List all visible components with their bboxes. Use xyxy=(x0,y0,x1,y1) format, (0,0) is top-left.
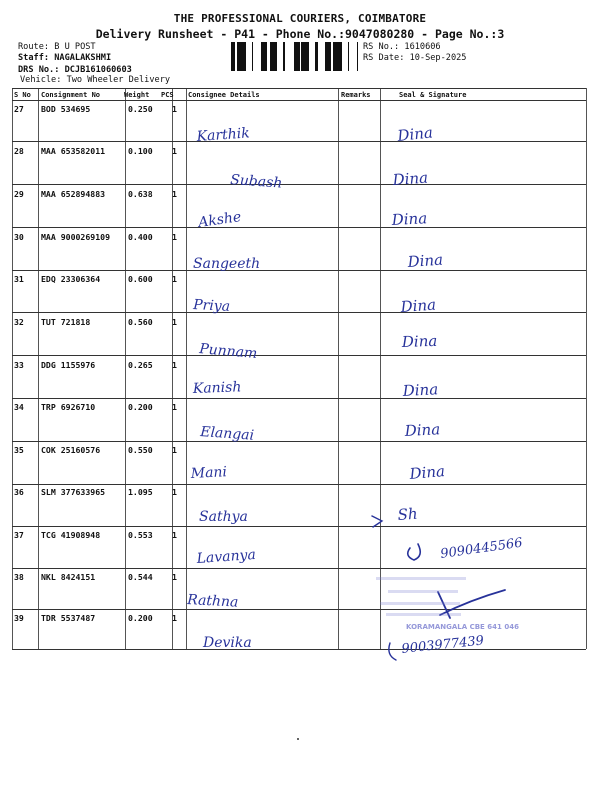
consignee-signature: Priya xyxy=(192,297,231,315)
table-row-line xyxy=(12,526,586,527)
row-pcs: 1 xyxy=(172,572,177,582)
row-pcs: 1 xyxy=(172,530,177,540)
row-pcs: 1 xyxy=(172,487,177,497)
row-consignment: TCG 41908948 xyxy=(41,530,101,540)
seal-signature: Dina xyxy=(400,295,437,316)
barcode-bar xyxy=(243,42,246,71)
table-column-line xyxy=(380,88,381,649)
seal-signature: Dina xyxy=(391,209,428,229)
document-title: THE PROFESSIONAL COURIERS, COIMBATORE xyxy=(173,12,427,25)
consignee-signature: Akshe xyxy=(197,209,243,231)
row-sno: 32 xyxy=(14,317,24,327)
barcode-bar xyxy=(276,42,277,71)
row-pcs: 1 xyxy=(172,360,177,370)
table-row-line xyxy=(12,484,586,485)
row-weight: 0.600 xyxy=(128,274,153,284)
runsheet-table xyxy=(12,88,586,649)
stray-dot xyxy=(297,738,299,740)
stamp-text: KORAMANGALA CBE 641 046 xyxy=(406,623,519,631)
route-label: Route: B U POST xyxy=(18,42,96,52)
barcode-bar xyxy=(283,42,285,71)
row-consignment: TRP 6926710 xyxy=(41,402,96,412)
row-pcs: 1 xyxy=(172,104,177,114)
row-consignment: TUT 721818 xyxy=(41,317,91,327)
row-consignment: NKL 8424151 xyxy=(41,572,96,582)
consignee-signature: Devika xyxy=(203,635,252,651)
row-pcs: 1 xyxy=(172,189,177,199)
consignee-signature: Kanish xyxy=(192,379,242,397)
barcode-bar xyxy=(333,42,336,71)
seal-signature: Dina xyxy=(402,380,439,400)
barcode-bar xyxy=(264,42,265,71)
row-sno: 28 xyxy=(14,146,24,156)
table-row-line xyxy=(12,184,586,185)
consignee-signature: Karthik xyxy=(196,125,251,145)
row-weight: 0.200 xyxy=(128,402,153,412)
barcode-bar xyxy=(348,42,349,71)
seal-signature: 9003977439 xyxy=(400,633,485,657)
vehicle-label: Vehicle: Two Wheeler Delivery xyxy=(20,75,171,85)
header-signature: Seal & Signature xyxy=(399,91,467,99)
row-weight: 0.544 xyxy=(128,572,153,582)
table-column-line xyxy=(186,88,187,649)
barcode-bar xyxy=(303,42,306,71)
consignee-signature: Rathna xyxy=(186,592,239,611)
row-sno: 37 xyxy=(14,530,24,540)
row-weight: 1.095 xyxy=(128,487,153,497)
seal-signature: Dina xyxy=(401,331,438,351)
table-row-line xyxy=(12,649,586,650)
row-pcs: 1 xyxy=(172,445,177,455)
barcode-bar xyxy=(325,42,327,71)
consignee-signature: Punnam xyxy=(198,341,258,363)
row-consignment: EDQ 23306364 xyxy=(41,274,101,284)
seal-signature: Dina xyxy=(404,420,441,440)
barcode-bar xyxy=(295,42,297,71)
table-row-line xyxy=(12,568,586,569)
runsheet-subtitle: Delivery Runsheet - P41 - Phone No.:9047080280 - Page No.:3 xyxy=(95,27,505,41)
row-sno: 33 xyxy=(14,360,24,370)
barcode-bar xyxy=(301,42,303,71)
consignee-signature: Sathya xyxy=(199,509,248,525)
row-pcs: 1 xyxy=(172,402,177,412)
rs-number: RS No.: 1610606 xyxy=(363,42,441,52)
seal-signature: 9090445566 xyxy=(439,535,524,562)
row-sno: 31 xyxy=(14,274,24,284)
consignee-signature: Elangai xyxy=(199,424,255,444)
barcode-bar xyxy=(240,42,241,71)
table-row-line xyxy=(12,88,586,89)
table-row-line xyxy=(12,441,586,442)
table-column-line xyxy=(12,88,13,649)
barcode-bar xyxy=(307,42,309,71)
row-weight: 0.553 xyxy=(128,530,153,540)
drs-number: DRS No.: DCJB161060603 xyxy=(18,65,132,75)
table-column-line xyxy=(338,88,339,649)
row-consignment: MAA 9000269109 xyxy=(41,232,111,242)
table-row-line xyxy=(12,227,586,228)
consignee-signature: Sangeeth xyxy=(193,256,261,272)
row-sno: 30 xyxy=(14,232,24,242)
barcode-bar xyxy=(234,42,235,71)
barcode-bar xyxy=(357,42,358,71)
row-weight: 0.400 xyxy=(128,232,153,242)
row-weight: 0.100 xyxy=(128,146,153,156)
table-row-line xyxy=(12,355,586,356)
row-consignment: TDR 5537487 xyxy=(41,613,96,623)
row-sno: 36 xyxy=(14,487,24,497)
barcode-bar xyxy=(306,42,307,71)
barcode-bar xyxy=(327,42,330,71)
barcode-bar xyxy=(270,42,271,71)
row-sno: 38 xyxy=(14,572,24,582)
row-weight: 0.638 xyxy=(128,189,153,199)
barcode-bar xyxy=(265,42,267,71)
row-sno: 34 xyxy=(14,402,24,412)
row-sno: 39 xyxy=(14,613,24,623)
row-pcs: 1 xyxy=(172,232,177,242)
table-row-line xyxy=(12,609,586,610)
row-consignment: MAA 653582011 xyxy=(41,146,106,156)
row-consignment: COK 25160576 xyxy=(41,445,101,455)
row-sno: 27 xyxy=(14,104,24,114)
barcode-bar xyxy=(252,42,253,71)
header-consignee: Consignee Details xyxy=(188,91,260,99)
seal-signature: Dina xyxy=(408,461,446,483)
rs-date: RS Date: 10-Sep-2025 xyxy=(363,53,467,63)
seal-signature: Dina xyxy=(396,123,434,145)
consignee-signature: Mani xyxy=(190,464,228,482)
barcode-bar xyxy=(315,42,318,71)
header-weight: Weight xyxy=(124,91,150,99)
row-weight: 0.560 xyxy=(128,317,153,327)
row-consignment: SLM 377633965 xyxy=(41,487,106,497)
header-pcs: PCS xyxy=(161,91,174,99)
barcode-bar xyxy=(273,42,276,71)
barcode-bar xyxy=(339,42,342,71)
barcode-bar xyxy=(337,42,339,71)
row-pcs: 1 xyxy=(172,317,177,327)
barcode-bar xyxy=(297,42,300,71)
table-column-line xyxy=(586,88,587,649)
staff-label: Staff: NAGALAKSHMI xyxy=(18,53,112,63)
table-row-line xyxy=(12,398,586,399)
row-weight: 0.265 xyxy=(128,360,153,370)
consignee-signature: Subash xyxy=(229,172,283,192)
table-row-line xyxy=(12,312,586,313)
table-column-line xyxy=(38,88,39,649)
barcode-image xyxy=(231,42,358,71)
table-column-line xyxy=(125,88,126,649)
barcode-bar xyxy=(241,42,243,71)
row-weight: 0.550 xyxy=(128,445,153,455)
consignee-signature: Lavanya xyxy=(196,546,257,567)
row-consignment: BOD 534695 xyxy=(41,104,91,114)
row-consignment: MAA 652894883 xyxy=(41,189,106,199)
row-sno: 29 xyxy=(14,189,24,199)
row-weight: 0.200 xyxy=(128,613,153,623)
barcode-bar xyxy=(330,42,331,71)
row-pcs: 1 xyxy=(172,274,177,284)
row-sno: 35 xyxy=(14,445,24,455)
barcode-bar xyxy=(237,42,240,71)
row-pcs: 1 xyxy=(172,146,177,156)
barcode-bar xyxy=(336,42,337,71)
barcode-bar xyxy=(261,42,264,71)
barcode-bar xyxy=(231,42,234,71)
header-consignment: Consignment No xyxy=(41,91,101,99)
seal-signature: Dina xyxy=(407,250,444,271)
header-remarks: Remarks xyxy=(341,91,371,99)
seal-signature: Sh xyxy=(397,504,419,524)
barcode-bar xyxy=(271,42,273,71)
row-consignment: DDG 1155976 xyxy=(41,360,96,370)
row-weight: 0.250 xyxy=(128,104,153,114)
seal-signature: Dina xyxy=(392,168,429,189)
table-row-line xyxy=(12,141,586,142)
header-sno: S No xyxy=(14,91,31,99)
row-pcs: 1 xyxy=(172,613,177,623)
table-row-line xyxy=(12,100,586,101)
table-row-line xyxy=(12,270,586,271)
barcode-bar xyxy=(294,42,295,71)
